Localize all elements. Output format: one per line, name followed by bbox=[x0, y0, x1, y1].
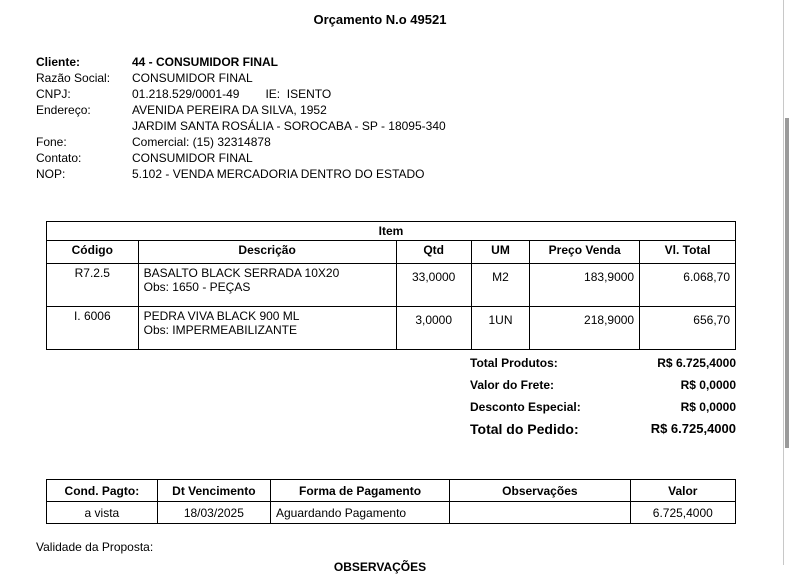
total-label-produtos: Total Produtos: bbox=[470, 356, 558, 370]
column-header-valor: Valor bbox=[630, 480, 735, 502]
total-row-pedido bbox=[470, 418, 736, 440]
column-header-forma-pagamento: Forma de Pagamento bbox=[270, 480, 449, 502]
items-section-title: Item bbox=[47, 222, 736, 241]
client-value-ie: ISENTO bbox=[286, 87, 332, 101]
client-value-contato: CONSUMIDOR FINAL bbox=[132, 151, 253, 165]
client-value-endereco-2: JARDIM SANTA ROSÁLIA - SOROCABA - SP - 18095-340 bbox=[132, 119, 446, 133]
item-descricao-cell bbox=[138, 307, 396, 350]
column-header-descricao: Descrição bbox=[138, 241, 396, 264]
column-header-vl-total: Vl. Total bbox=[640, 241, 736, 264]
client-row-cnpj bbox=[36, 86, 736, 102]
column-header-observacoes: Observações bbox=[450, 480, 631, 502]
client-label-endereco-2 bbox=[36, 118, 132, 134]
column-header-dt-vencimento: Dt Vencimento bbox=[157, 480, 270, 502]
client-row-endereco-2 bbox=[36, 118, 736, 134]
total-label-desconto: Desconto Especial: bbox=[470, 400, 581, 414]
client-label-endereco: Endereço: bbox=[36, 103, 91, 117]
client-row-contato bbox=[36, 150, 736, 166]
total-row-frete bbox=[470, 374, 736, 396]
total-label-frete: Valor do Frete: bbox=[470, 378, 555, 392]
item-qtd: 3,0000 bbox=[396, 307, 471, 350]
client-label-cnpj: CNPJ: bbox=[36, 87, 71, 101]
client-value-cliente: 44 - CONSUMIDOR FINAL bbox=[132, 55, 279, 69]
item-vl-total: 6.068,70 bbox=[640, 264, 736, 307]
total-value-frete: R$ 0,0000 bbox=[680, 378, 736, 392]
scrollbar-thumb[interactable] bbox=[785, 118, 789, 448]
client-label-razao-social: Razão Social: bbox=[36, 71, 111, 85]
client-value-endereco: AVENIDA PEREIRA DA SILVA, 1952 bbox=[132, 103, 327, 117]
payment-vencimento: 18/03/2025 bbox=[157, 502, 270, 524]
item-qtd: 33,0000 bbox=[396, 264, 471, 307]
payment-valor: 6.725,4000 bbox=[630, 502, 735, 524]
validade-proposta-label: Validade da Proposta: bbox=[36, 540, 154, 554]
payment-cond: a vista bbox=[47, 502, 158, 524]
item-vl-total: 656,70 bbox=[640, 307, 736, 350]
item-codigo: I. 6006 bbox=[47, 307, 139, 350]
item-preco-venda: 183,9000 bbox=[530, 264, 640, 307]
items-table bbox=[46, 221, 736, 350]
payment-observacoes bbox=[450, 502, 631, 524]
table-row bbox=[47, 264, 736, 307]
column-header-um: UM bbox=[471, 241, 530, 264]
total-label-pedido: Total do Pedido: bbox=[470, 421, 579, 437]
client-label-fone: Fone: bbox=[36, 135, 67, 149]
column-header-qtd: Qtd bbox=[396, 241, 471, 264]
client-label-nop: NOP: bbox=[36, 167, 66, 181]
item-preco-venda: 218,9000 bbox=[530, 307, 640, 350]
total-row-produtos bbox=[470, 352, 736, 374]
items-table-section-header bbox=[47, 222, 736, 241]
client-value-nop: 5.102 - VENDA MERCADORIA DENTRO DO ESTADO bbox=[132, 167, 425, 181]
payment-table-header-row bbox=[47, 480, 736, 502]
client-row-nop bbox=[36, 166, 736, 182]
item-obs: Obs: IMPERMEABILIZANTE bbox=[143, 323, 297, 337]
client-label-cliente: Cliente: bbox=[36, 55, 81, 69]
total-row-desconto bbox=[470, 396, 736, 418]
payment-table bbox=[46, 479, 736, 524]
client-info-block bbox=[36, 54, 736, 182]
column-header-cond-pagto: Cond. Pagto: bbox=[47, 480, 158, 502]
table-row bbox=[47, 307, 736, 350]
item-descricao-cell bbox=[138, 264, 396, 307]
footer-observacoes-partial: OBSERVAÇÕES bbox=[333, 560, 427, 574]
item-codigo: R7.2.5 bbox=[47, 264, 139, 307]
column-header-preco-venda: Preço Venda bbox=[530, 241, 640, 264]
totals-block bbox=[470, 352, 736, 440]
item-um: M2 bbox=[471, 264, 530, 307]
column-header-codigo: Código bbox=[47, 241, 139, 264]
page-title: Orçamento N.o 49521 bbox=[313, 12, 447, 27]
item-obs: Obs: 1650 - PEÇAS bbox=[143, 280, 251, 294]
item-descricao: PEDRA VIVA BLACK 900 ML bbox=[143, 309, 300, 323]
total-value-desconto: R$ 0,0000 bbox=[680, 400, 736, 414]
client-label-contato: Contato: bbox=[36, 151, 82, 165]
client-row-fone bbox=[36, 134, 736, 150]
client-row-razao-social bbox=[36, 70, 736, 86]
client-label-ie: IE: bbox=[265, 87, 281, 101]
client-row-cliente bbox=[36, 54, 736, 70]
client-value-fone: Comercial: (15) 32314878 bbox=[132, 135, 271, 149]
items-table-header-row bbox=[47, 241, 736, 264]
item-um: 1UN bbox=[471, 307, 530, 350]
client-row-endereco bbox=[36, 102, 736, 118]
client-value-cnpj: 01.218.529/0001-49 bbox=[132, 87, 240, 101]
table-row bbox=[47, 502, 736, 524]
item-descricao: BASALTO BLACK SERRADA 10X20 bbox=[143, 266, 340, 280]
payment-forma: Aguardando Pagamento bbox=[270, 502, 449, 524]
client-value-razao-social: CONSUMIDOR FINAL bbox=[132, 71, 253, 85]
total-value-produtos: R$ 6.725,4000 bbox=[657, 356, 736, 370]
total-value-pedido: R$ 6.725,4000 bbox=[650, 421, 736, 436]
vertical-scrollbar[interactable] bbox=[783, 0, 790, 565]
